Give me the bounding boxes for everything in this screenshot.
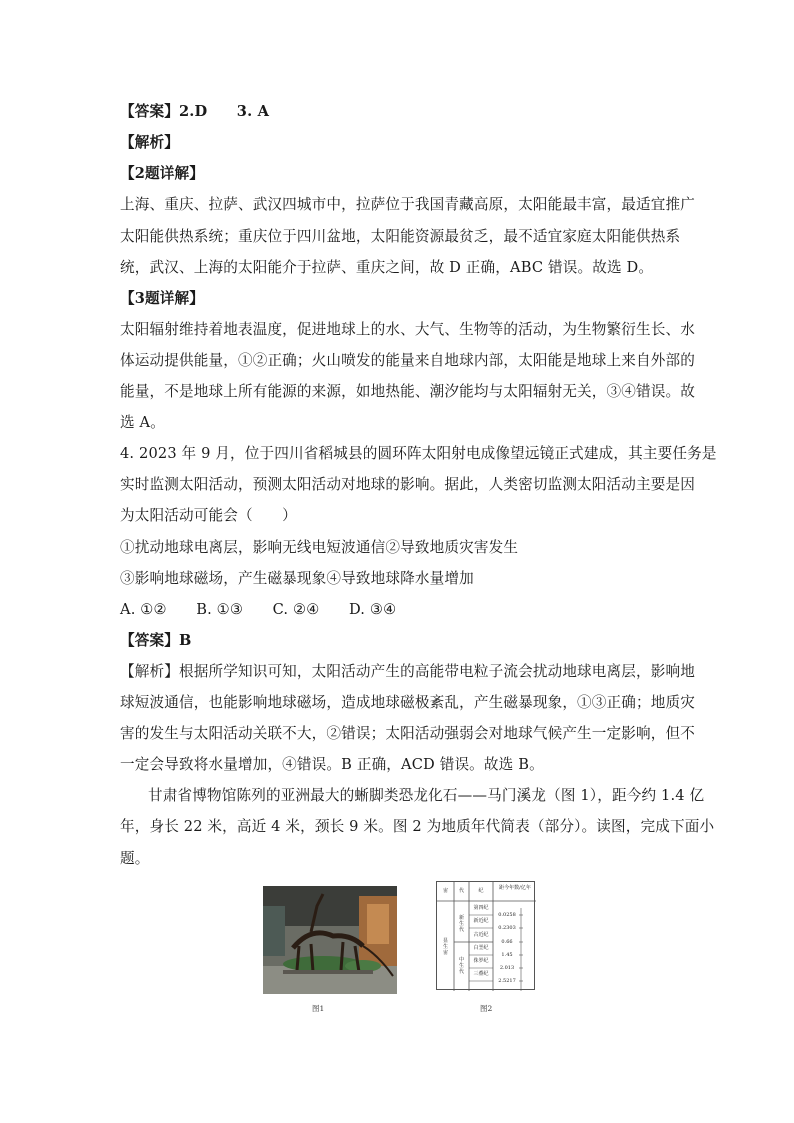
q4-answer: 【答案】B <box>120 632 192 649</box>
figure-1-dinosaur-photo <box>263 886 397 994</box>
figure-2-geologic-table <box>436 881 535 990</box>
passage-line-3: 题。 <box>120 850 150 867</box>
table-age-1: 0.0258 <box>498 912 516 918</box>
analysis-heading: 【解析】 <box>120 134 179 151</box>
table-age-6: 2.5217 <box>498 978 516 984</box>
table-period-triassic: 三叠纪 <box>473 971 489 977</box>
passage-line-1: 甘肃省博物馆陈列的亚洲最大的蜥脚类恐龙化石——马门溪龙（图 1），距今约 1.4 亿 <box>148 787 705 804</box>
q2-text-line-2: 太阳能供热系统；重庆位于四川盆地，太阳能资源最贫乏，最不适宜家庭太阳能供热系 <box>120 228 681 245</box>
q4-analysis-line-3: 害的发生与太阳活动关联不大，②错误；太阳活动强弱会对地球气候产生一定影响，但不 <box>120 725 696 742</box>
q2-text-line-1: 上海、重庆、拉萨、武汉四城市中，拉萨位于我国青藏高原，太阳能最丰富，最适宜推广 <box>120 196 696 213</box>
q3-detail-heading: 【3题详解】 <box>120 290 205 307</box>
figure-2-caption: 图2 <box>480 1004 493 1013</box>
q4-analysis-line-2: 球短波通信，也能影响地球磁场，造成地球磁极紊乱，产生磁暴现象，①③正确；地质灾 <box>120 694 696 711</box>
table-header-era: 代 <box>458 888 464 894</box>
table-age-2: 0.2303 <box>498 925 516 931</box>
q4-options: A. ①② B. ①③ C. ②④ D. ③④ <box>120 601 397 618</box>
table-period-jurassic: 侏罗纪 <box>473 958 489 964</box>
passage-line-2: 年，身长 22 米，高近 4 米，颈长 9 米。图 2 为地质年代简表（部分）。读图，完成下面小 <box>120 818 715 835</box>
table-period-neogene: 新近纪 <box>473 918 489 924</box>
q2-detail-heading: 【2题详解】 <box>120 165 205 182</box>
table-header-period: 纪 <box>478 888 484 894</box>
table-era-cenozoic: 新生代 <box>458 915 464 933</box>
q3-text-line-3: 能量，不是地球上所有能源的来源，如地热能、潮汐能均与太阳辐射无关，③④错误。故 <box>120 383 696 400</box>
q4-stem-line-2: 实时监测太阳活动，预测太阳活动对地球的影响。据此，人类密切监测太阳活动主要是因 <box>120 476 696 493</box>
q2-text-line-3: 统，武汉、上海的太阳能介于拉萨、重庆之间，故 D 正确，ABC 错误。故选 D。 <box>120 259 654 276</box>
table-header-eon: 宙 <box>442 888 448 894</box>
table-period-quaternary: 第四纪 <box>473 905 489 911</box>
table-period-cretaceous: 白垩纪 <box>473 945 489 951</box>
table-period-paleogene: 古近纪 <box>473 932 489 938</box>
table-eon-phanerozoic: 显生宙 <box>442 938 448 956</box>
answer-2-3: 【答案】2.D 3. A <box>120 103 270 120</box>
q3-text-line-2: 体运动提供能量，①②正确；火山喷发的能量来自地球内部，太阳能是地球上来自外部的 <box>120 352 696 369</box>
q3-text-line-1: 太阳辐射维持着地表温度，促进地球上的水、大气、生物等的活动，为生物繁衍生长、水 <box>120 321 696 338</box>
q4-stem-line-3: 为太阳活动可能会（ ） <box>120 507 297 524</box>
q4-analysis-line-1: 【解析】根据所学知识可知，太阳活动产生的高能带电粒子流会扰动地球电离层，影响地 <box>120 663 696 680</box>
table-age-3: 0.66 <box>501 939 513 945</box>
table-era-mesozoic: 中生代 <box>458 957 464 975</box>
q4-statements-line-1: ①扰动地球电离层，影响无线电短波通信②导致地质灾害发生 <box>120 539 519 556</box>
q3-text-line-4: 选 A。 <box>120 414 165 431</box>
q4-statements-line-2: ③影响地球磁场，产生磁暴现象④导致地球降水量增加 <box>120 570 474 587</box>
q4-stem-line-1: 4. 2023 年 9 月，位于四川省稻城县的圆环阵太阳射电成像望远镜正式建成，其主要任务是 <box>120 445 717 462</box>
table-header-age: 距今年数/亿年 <box>499 885 531 891</box>
q4-analysis-line-4: 一定会导致将水量增加，④错误。B 正确，ACD 错误。故选 B。 <box>120 756 544 773</box>
table-age-5: 2.013 <box>499 965 515 971</box>
table-age-4: 1.45 <box>501 952 513 958</box>
figure-1-caption: 图1 <box>312 1004 325 1013</box>
